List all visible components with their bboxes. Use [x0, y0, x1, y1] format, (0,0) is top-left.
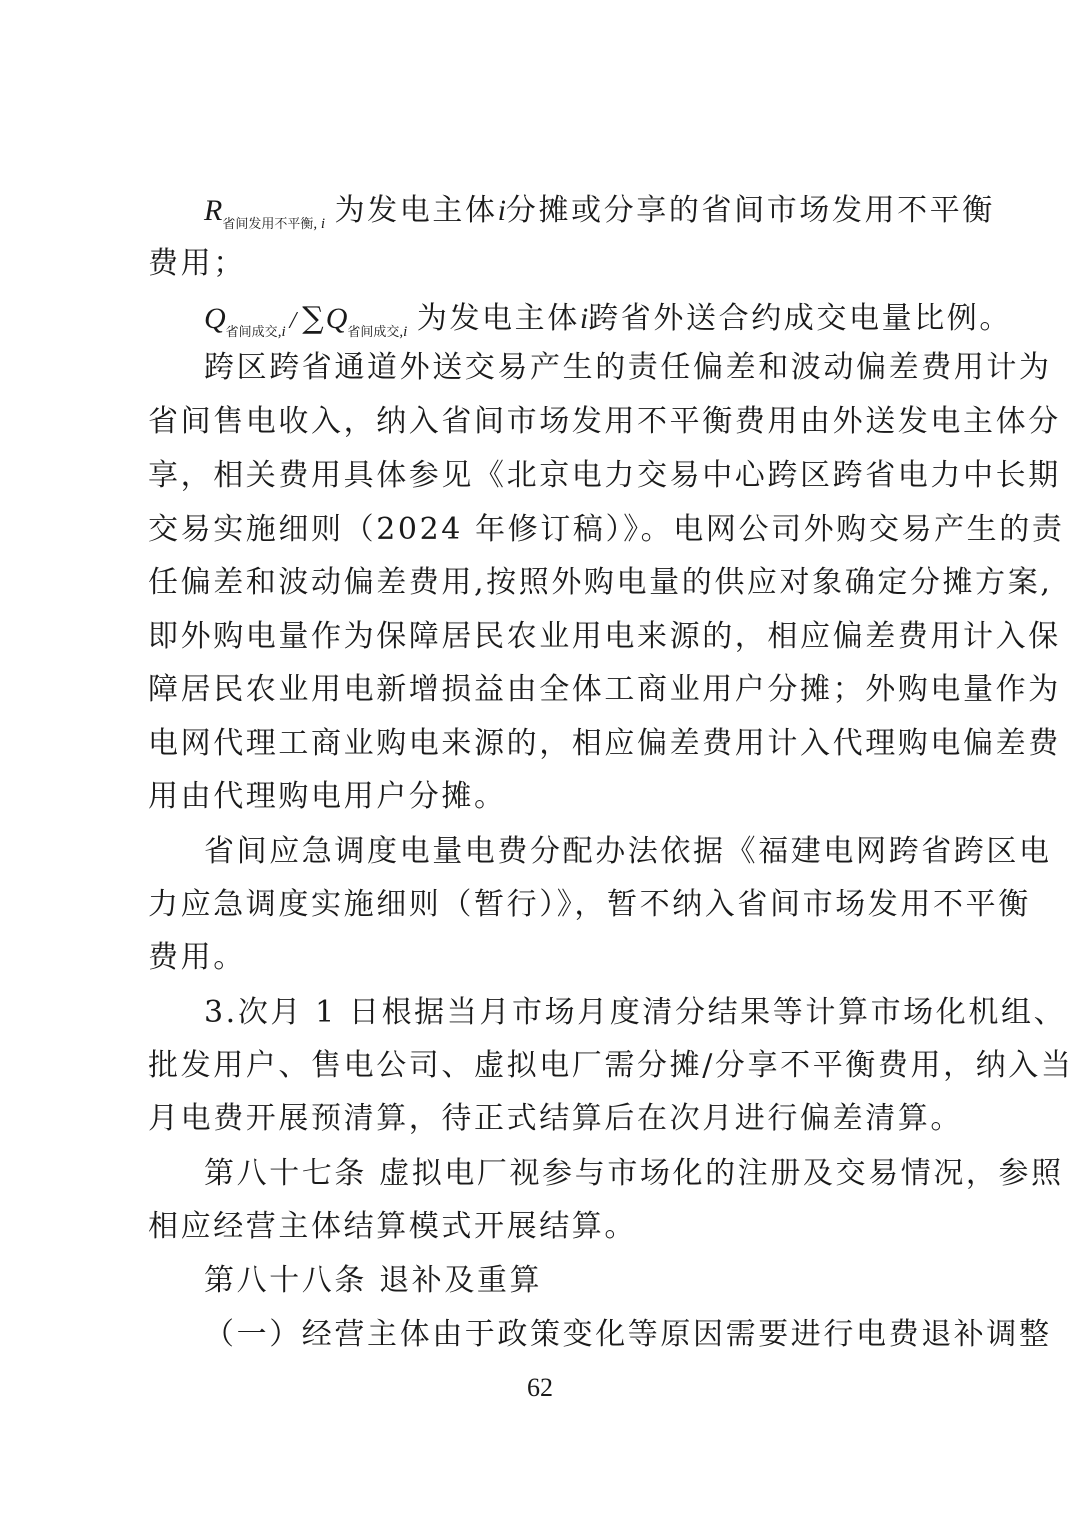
paragraph-1-line-4: 交易实施细则（2024 年修订稿）》。电网公司外购交易产生的责	[148, 512, 1065, 547]
article-88-heading: 第八十八条 退补及重算	[204, 1263, 543, 1298]
formula-q-subscript: 省间成交	[225, 325, 278, 340]
formula-r-subscript: 省间发用不平衡	[222, 217, 314, 232]
paragraph-4-line-1: 第八十七条 虚拟电厂视参与市场化的注册及交易情况，参照	[204, 1156, 1064, 1191]
paragraph-3-line-3: 月电费开展预清算，待正式结算后在次月进行偏差清算。	[148, 1101, 963, 1136]
formula-q-line	[204, 296, 1012, 342]
paragraph-2-line-1: 省间应急调度电量电费分配办法依据《福建电网跨省跨区电	[204, 834, 1052, 869]
formula-sigma: ∑	[302, 301, 324, 336]
paragraph-1-line-8: 电网代理工商业购电来源的，相应偏差费用计入代理购电偏差费	[148, 726, 1061, 761]
formula-r-desc-b: 分摊或分享的省间市场发用不平衡	[505, 193, 995, 228]
formula-q2-subscript: 省间成交	[347, 325, 400, 340]
formula-r-continuation: 费用；	[148, 246, 246, 281]
paragraph-1-line-3: 享，相关费用具体参见《北京电力交易中心跨区跨省电力中长期	[148, 458, 1061, 493]
formula-q-symbol: Q	[204, 302, 226, 335]
paragraph-3-line-1: 3.次月 1 日根据当月市场月度清分结果等计算市场化机组、	[204, 995, 1067, 1030]
formula-r-line	[204, 188, 995, 234]
paragraph-1-line-9: 用由代理购电用户分摊。	[148, 779, 507, 814]
paragraph-4-line-2: 相应经营主体结算模式开展结算。	[148, 1209, 637, 1244]
paragraph-6-line-1: （一）经营主体由于政策变化等原因需要进行电费退补调整	[204, 1317, 1052, 1352]
formula-q2-symbol: Q	[325, 302, 348, 335]
paragraph-1-line-1: 跨区跨省通道外送交易产生的责任偏差和波动偏差费用计为	[204, 350, 1052, 385]
page-number: 62	[527, 1373, 553, 1402]
formula-q-slash: /	[289, 308, 297, 334]
paragraph-1-line-6: 即外购电量作为保障居民农业用电来源的，相应偏差费用计入保	[148, 619, 1061, 654]
paragraph-1-line-7: 障居民农业用电新增损益由全体工商业用户分摊；外购电量作为	[148, 672, 1061, 707]
paragraph-1-line-2: 省间售电收入，纳入省间市场发用不平衡费用由外送发电主体分	[148, 404, 1061, 439]
paragraph-3-line-2: 批发用户、售电公司、虚拟电厂需分摊/分享不平衡费用，纳入当	[148, 1048, 1074, 1083]
formula-r-desc-a: 为发电主体	[334, 193, 498, 228]
formula-r-symbol: R	[204, 194, 223, 227]
paragraph-1-line-5: 任偏差和波动偏差费用,按照外购电量的供应对象确定分摊方案,	[148, 565, 1053, 600]
paragraph-2-line-3: 费用。	[148, 940, 246, 975]
paragraph-2-line-2: 力应急调度实施细则（暂行）》，暂不纳入省间市场发用不平衡	[148, 887, 1031, 922]
formula-r-subscript-index: , i	[313, 216, 326, 232]
formula-r-desc-var: i	[497, 194, 506, 227]
formula-q-desc-a: 为发电主体	[416, 301, 580, 336]
formula-q-desc-b: 跨省外送合约成交电量比例。	[588, 301, 1013, 336]
formula-q2-subscript-index: ,i	[399, 324, 408, 340]
formula-q-desc-var: i	[579, 302, 589, 335]
formula-q-subscript-index: ,i	[277, 324, 286, 340]
